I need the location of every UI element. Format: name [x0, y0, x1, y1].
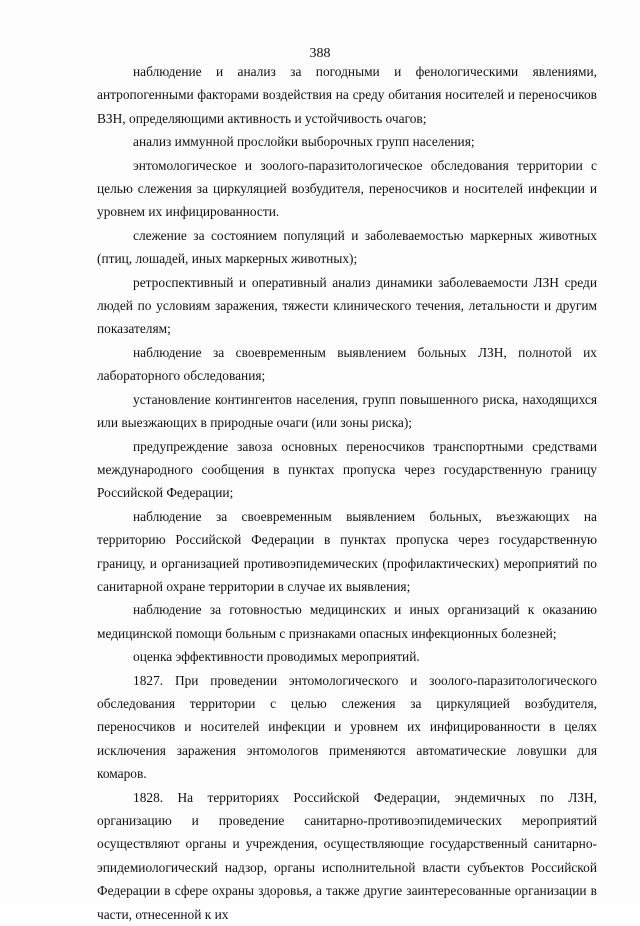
document-body [97, 60, 597, 926]
paragraph-weather-monitoring: наблюдение и анализ за погодными и фенологическими явлениями, антропогенными факторами воздействия на среду обитания носителей и переносчиков ВЗН, определяющими активность и устойчивость очагов; [97, 64, 597, 126]
paragraph-1828: 1828. На территориях Российской Федерации, эндемичных по ЛЗН, организацию и проведение санитарно-противоэпидемических мероприятий осуществляют органы и учреждения, осуществляющие государственный санитарно-эпидемиологический надзор, органы исполнительной власти субъектов Российской Федерации в сфере охраны здоровья, а также другие заинтересованные организации в части, отнесенной к их [97, 789, 597, 922]
paragraph-border-detection: наблюдение за своевременным выявлением больных, въезжающих на территорию Российской Федерации в пунктах пропуска через государственную границу, и организацией противоэпидемических (профилактических) мероприятий по санитарной охране территории в случае их выявления; [97, 508, 597, 594]
paragraph-risk-groups: установление контингентов населения, групп повышенного риска, находящихся или выезжающих в природные очаги (или зоны риска); [97, 391, 597, 431]
paragraph-immunity-analysis: анализ иммунной прослойки выборочных групп населения; [133, 134, 475, 150]
paragraph-medical-readiness: наблюдение за готовностью медицинских и иных организаций к оказанию медицинской помощи больным с признаками опасных инфекционных болезней; [97, 602, 597, 641]
paragraph-1827: 1827. При проведении энтомологического и зоолого-паразитологического обследования территории с целью слежения за циркуляцией возбудителя, переносчиков и носителей инфекции и уровнем их инфицированности в целях исключения заражения энтомологов применяются автоматические ловушки для комаров. [97, 672, 597, 782]
paragraph-marker-animals: слежение за состоянием популяций и заболеваемостью маркерных животных (птиц, лошадей, иных маркерных животных); [97, 227, 597, 267]
paragraph-entomological-survey: энтомологическое и зоолого-паразитологическое обследования территории с целью слежения за циркуляцией возбудителя, переносчиков и носителей инфекции и уровнем их инфицированности. [97, 157, 597, 220]
page-number: 388 [309, 46, 331, 61]
paragraph-effectiveness-evaluation: оценка эффективности проводимых мероприятий. [133, 649, 420, 665]
paragraph-incidence-analysis: ретроспективный и оперативный анализ динамики заболеваемости ЛЗН среди людей по условиям заражения, тяжести клинического течения, летальности и другим показателям; [97, 274, 597, 337]
paragraph-vector-import-prevention: предупреждение завоза основных переносчиков транспортными средствами международного сообщения в пунктах пропуска через государственную границу Российской Федерации; [97, 438, 597, 501]
paragraph-patient-detection: наблюдение за своевременным выявлением больных ЛЗН, полнотой их лабораторного обследования; [97, 344, 597, 384]
